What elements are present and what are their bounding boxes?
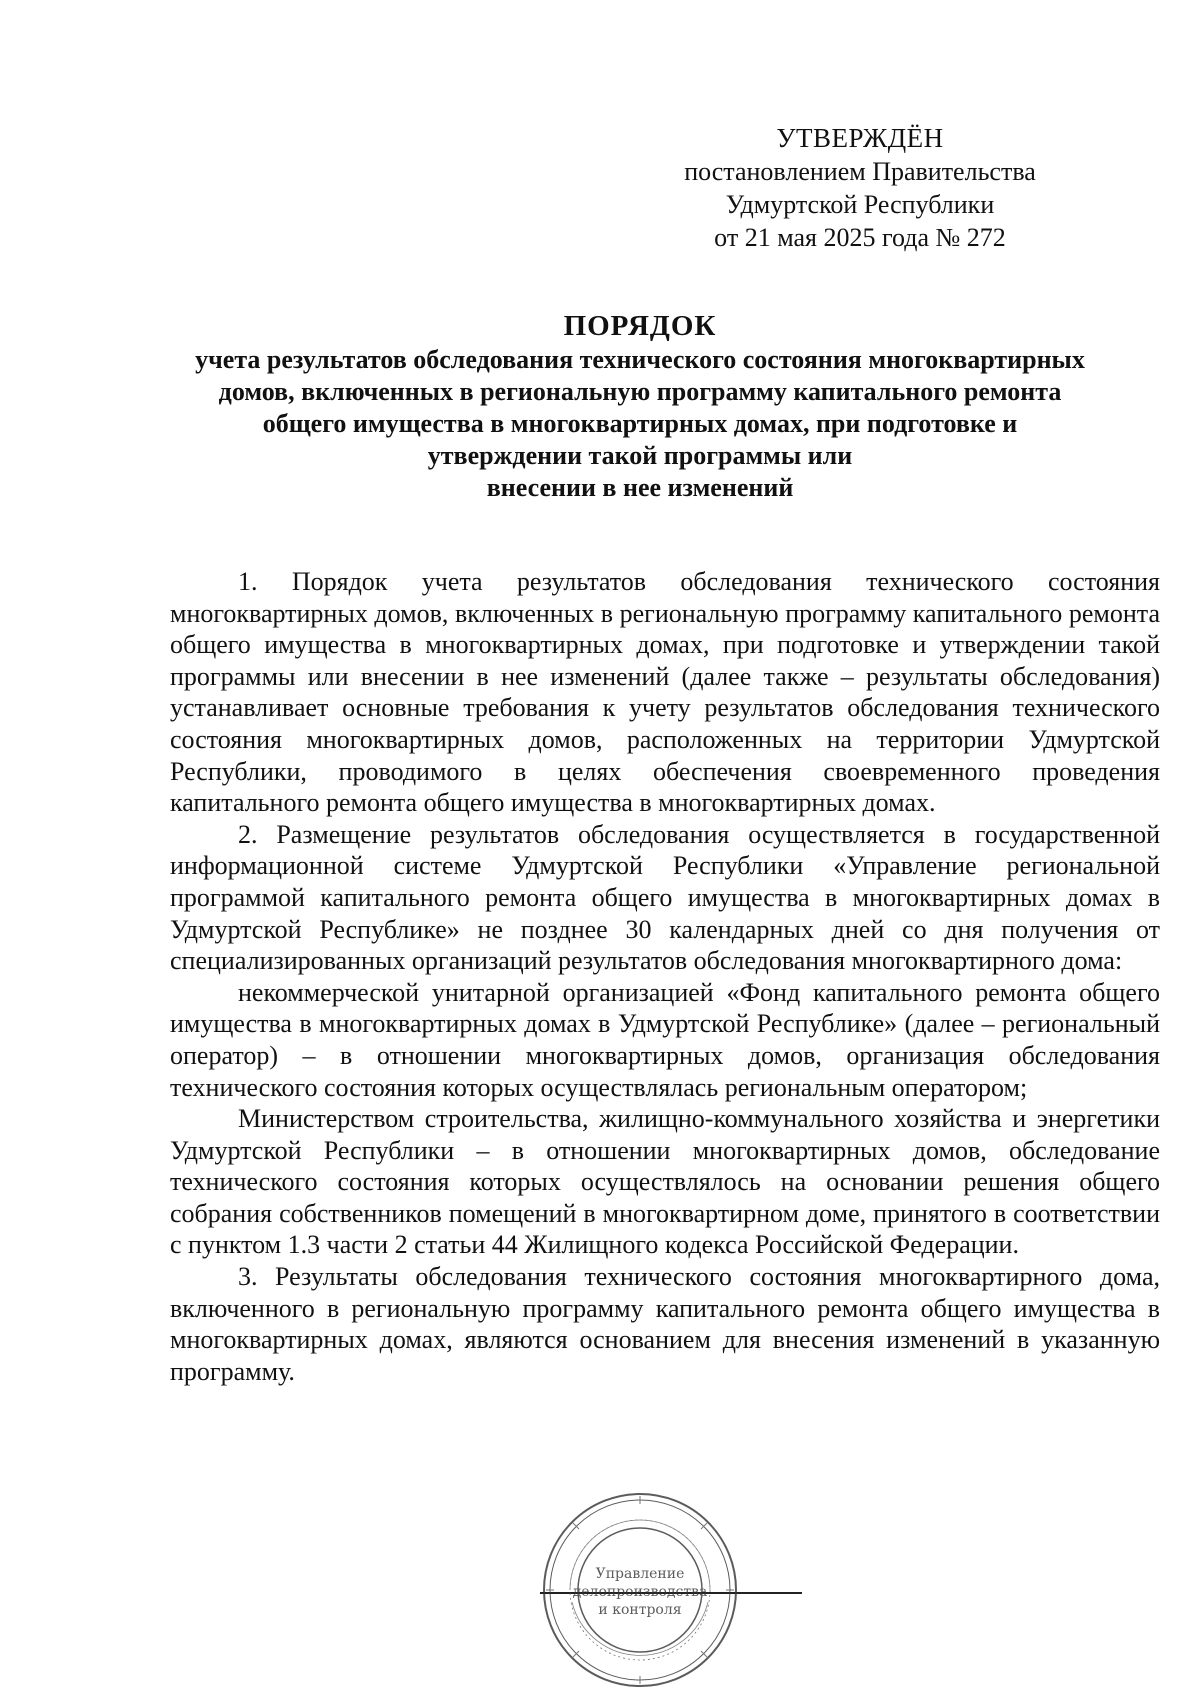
- sub-title-line: утверждении такой программы или: [427, 441, 853, 470]
- seal-text-line: делопроизводства: [572, 1584, 708, 1600]
- sub-title-line: домов, включенных в региональную программу капитального ремонта: [218, 377, 1062, 406]
- paragraph-2: 2. Размещение результатов обследования осуществляется в государственной информационной системе Удмуртской Республики «Управление региональной программой капитального ремонта общего имущества в многоквартирных домах в Удмуртской Республике» не позднее 30 календарных дней со дня получения от специализированных организаций результатов обследования многоквартирного дома:: [170, 819, 1160, 976]
- document-title: [140, 308, 1140, 504]
- paragraph-2-item-1: некоммерческой унитарной организацией «Фонд капитального ремонта общего имущества в многоквартирных домах в Удмуртской Республике» (далее – региональный оператор) – в отношении многоквартирных домов, организация обследования технического состояния которых осуществлялась региональным оператором;: [170, 977, 1160, 1102]
- seal-text-line: и контроля: [598, 1602, 682, 1618]
- main-title: ПОРЯДОК: [563, 310, 717, 342]
- sub-title-line: общего имущества в многоквартирных домах, при подготовке и: [262, 409, 1018, 438]
- paragraph-2-item-2: Министерством строительства, жилищно-коммунального хозяйства и энергетики Удмуртской Республики – в отношении многоквартирных домов, обследование технического состояния которых осуществлялось на основании решения общего собрания собственников помещений в многоквартирном доме, принятого в соответствии с пунктом 1.3 части 2 статьи 44 Жилищного кодекса Российской Федерации.: [170, 1104, 1160, 1260]
- paragraph-1: 1. Порядок учета результатов обследования технического состояния многоквартирных домов, включенных в региональную программу капитального ремонта общего имущества в многоквартирных домах, при подготовке и утверждении такой программы или внесении в нее изменений (далее также – результаты обследования) устанавливает основные требования к учету результатов обследования технического состояния многоквартирных домов, расположенных на территории Удмуртской Республики, проводимого в целях обеспечения своевременного проведения капитального ремонта общего имущества в многоквартирных домах.: [170, 567, 1160, 818]
- approval-block: [600, 122, 1120, 254]
- approved-heading: УТВЕРЖДЁН: [776, 123, 944, 153]
- approval-line-3: от 21 мая 2025 года № 272: [714, 223, 1006, 252]
- seal-text-line: Управление: [595, 1566, 685, 1582]
- approval-line-1: постановлением Правительства: [684, 157, 1036, 186]
- sub-title-line: учета результатов обследования технического состояния многоквартирных: [195, 345, 1085, 374]
- document-body: [170, 566, 1160, 1387]
- sub-title: [140, 344, 1140, 504]
- official-seal: [540, 1490, 740, 1690]
- approval-line-2: Удмуртской Республики: [725, 190, 995, 219]
- paragraph-3: 3. Результаты обследования технического состояния многоквартирного дома, включенного в региональную программу капитального ремонта общего имущества в многоквартирных домах, являются основанием для внесения изменений в указанную программу.: [170, 1262, 1160, 1386]
- sub-title-line: внесении в нее изменений: [486, 473, 794, 502]
